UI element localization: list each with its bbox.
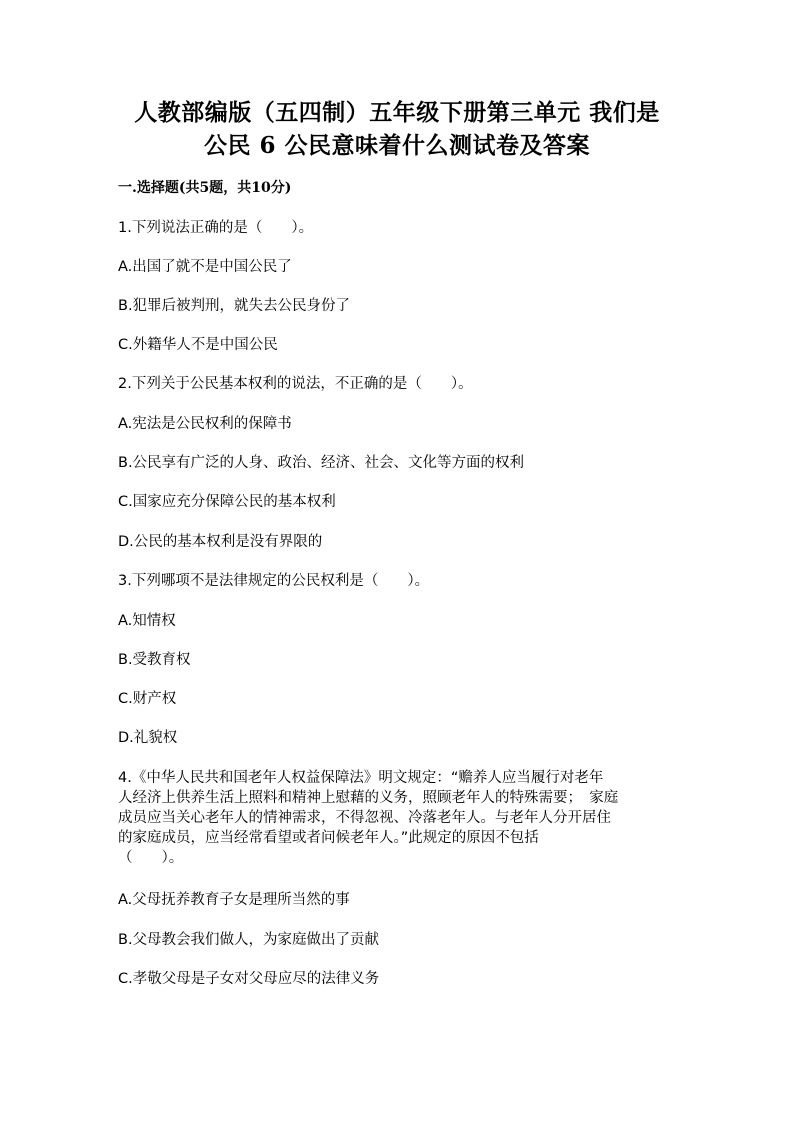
question-4-stem xyxy=(118,768,678,868)
document-title-line-1: 人教部编版（五四制）五年级下册第三单元 我们是 xyxy=(134,99,660,126)
question-3-option-d: D.礼貌权 xyxy=(118,730,178,746)
question-4-option-a: A.父母抚养教育子女是理所当然的事 xyxy=(118,892,350,908)
section-heading: 一.选择题(共5题，共10分) xyxy=(118,180,292,196)
question-2-option-d: D.公民的基本权利是没有界限的 xyxy=(118,534,323,550)
question-4-stem-line: 人经济上供养生活上照料和精神上慰藉的义务，照顾老年人的特殊需要； 家庭 xyxy=(118,790,619,806)
question-1-option-b: B.犯罪后被判刑，就失去公民身份了 xyxy=(118,298,351,314)
question-2-option-a: A.宪法是公民权利的保障书 xyxy=(118,416,292,432)
question-4-option-c: C.孝敬父母是子女对父母应尽的法律义务 xyxy=(118,971,380,987)
question-3-option-c: C.财产权 xyxy=(118,691,177,707)
question-4-stem-line: （ ）。 xyxy=(118,850,184,866)
question-1-stem: 1.下列说法正确的是（ ）。 xyxy=(118,220,314,236)
question-3-option-b: B.受教育权 xyxy=(118,652,191,668)
question-3-option-a: A.知情权 xyxy=(118,613,176,629)
question-4-stem-line: 成员应当关心老年人的情神需求，不得忽视、冷落老年人。与老年人分开居住 xyxy=(118,810,611,826)
question-2-stem: 2.下列关于公民基本权利的说法，不正确的是（ ）。 xyxy=(118,376,473,392)
question-2-option-b: B.公民享有广泛的人身、政治、经济、社会、文化等方面的权利 xyxy=(118,455,525,471)
question-2-option-c: C.国家应充分保障公民的基本权利 xyxy=(118,494,336,510)
question-3-stem: 3.下列哪项不是法律规定的公民权利是（ ）。 xyxy=(118,573,430,589)
question-4-option-b: B.父母教会我们做人，为家庭做出了贡献 xyxy=(118,932,380,948)
question-1-option-a: A.出国了就不是中国公民了 xyxy=(118,259,292,275)
document-title-line-2: 公民 6 公民意味着什么测试卷及答案 xyxy=(203,132,591,159)
question-1-option-c: C.外籍华人不是中国公民 xyxy=(118,337,278,353)
question-4-stem-line: 的家庭成员，应当经常看望或者问候老年人。”此规定的原因不包括 xyxy=(118,830,539,846)
question-4-stem-line: 4.《中华人民共和国老年人权益保障法》明文规定：“赡养人应当履行对老年 xyxy=(118,770,604,786)
